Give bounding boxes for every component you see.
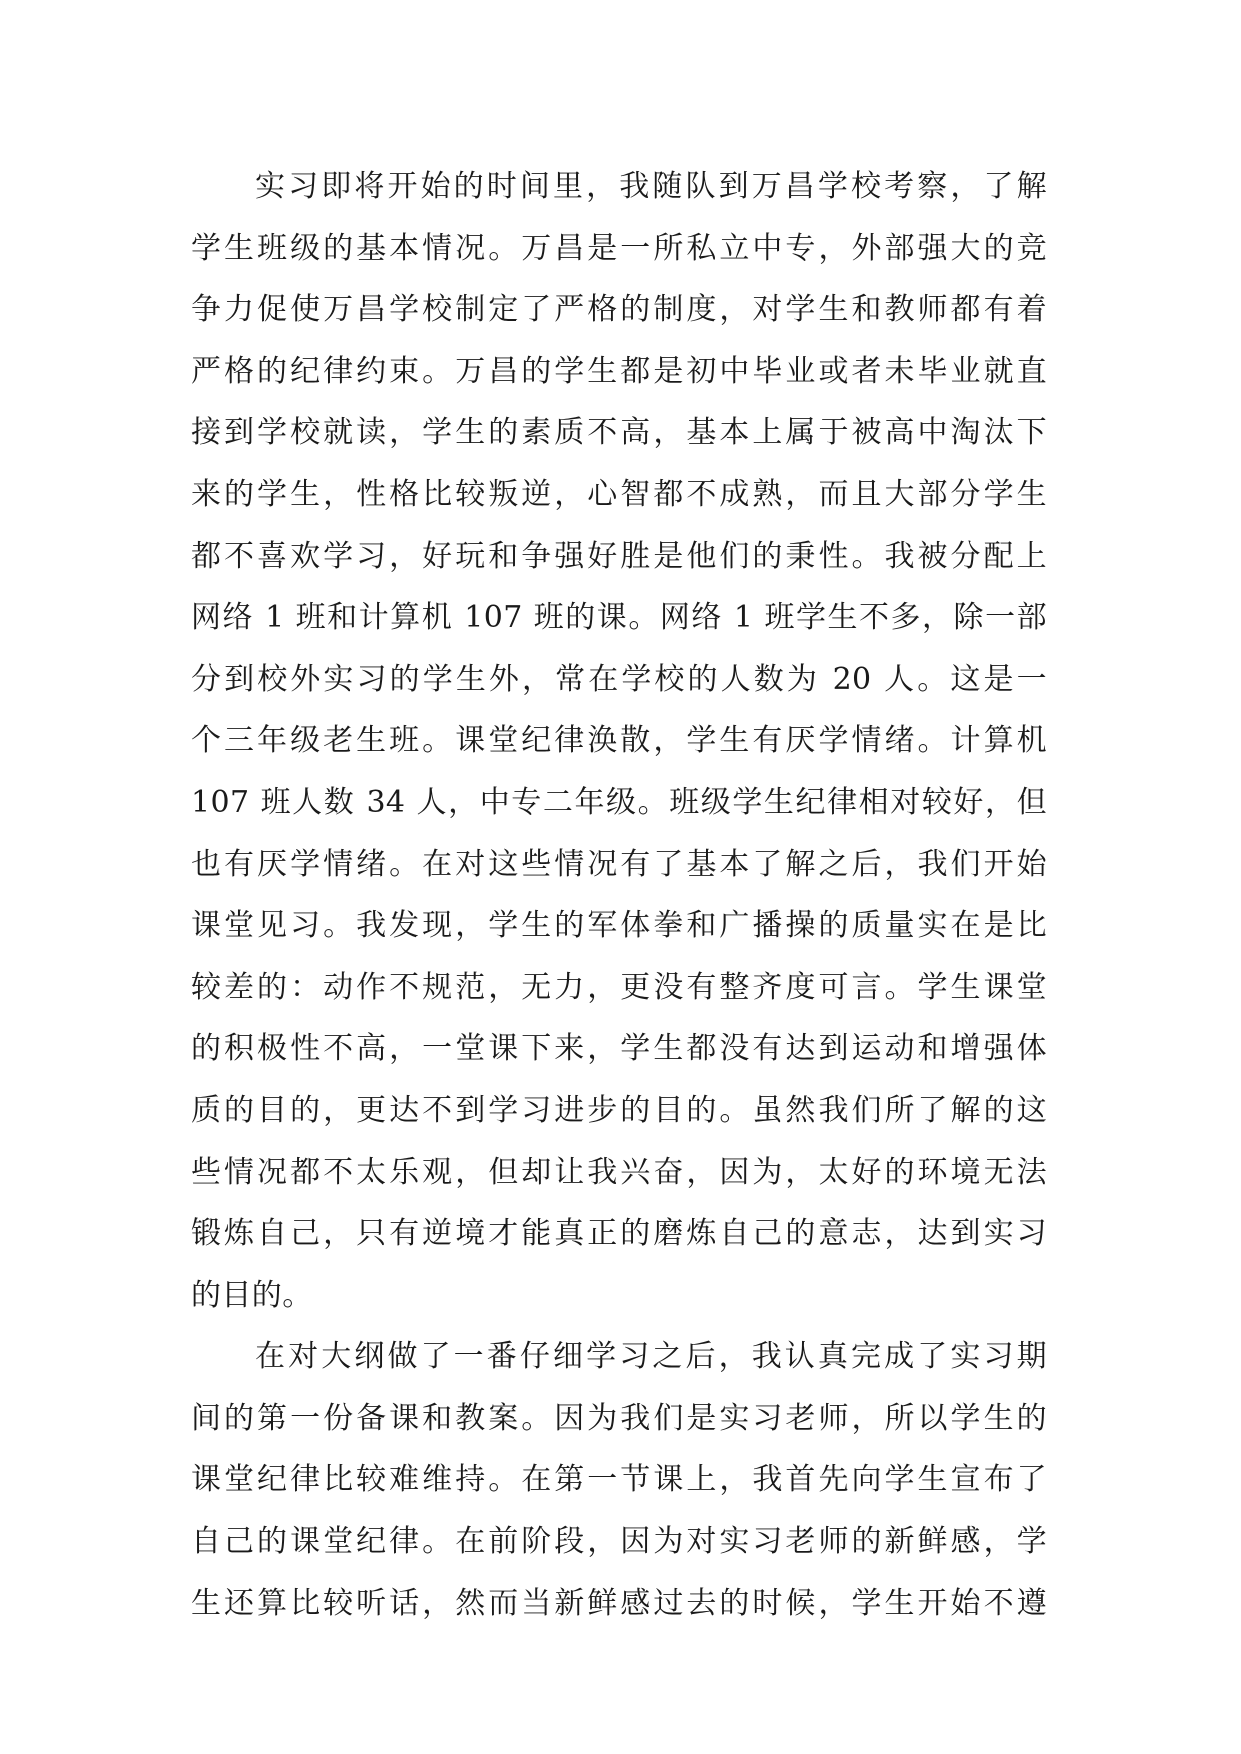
text-line: 接到学校就读，学生的素质不高，基本上属于被高中淘汰下 xyxy=(191,415,1047,451)
text-line: 都不喜欢学习，好玩和争强好胜是他们的秉性。我被分配上 xyxy=(191,538,1047,574)
text-line: 来的学生，性格比较叛逆，心智都不成熟，而且大部分学生 xyxy=(191,476,1047,512)
text-line: 质的目的，更达不到学习进步的目的。虽然我们所了解的这 xyxy=(191,1092,1047,1128)
text-line: 课堂纪律比较难维持。在第一节课上，我首先向学生宣布了 xyxy=(191,1462,1047,1498)
paragraph-1 xyxy=(191,156,1047,1326)
text-line: 的目的。 xyxy=(191,1277,313,1313)
text-line: 分到校外实习的学生外，常在学校的人数为 20 人。这是一 xyxy=(191,661,1047,697)
text-line: 些情况都不太乐观，但却让我兴奋，因为，太好的环境无法 xyxy=(191,1154,1047,1190)
body-text xyxy=(191,156,1047,1634)
text-line: 锻炼自己，只有逆境才能真正的磨炼自己的意志，达到实习 xyxy=(191,1216,1047,1252)
paragraph-2 xyxy=(191,1326,1047,1634)
text-line: 也有厌学情绪。在对这些情况有了基本了解之后，我们开始 xyxy=(191,846,1047,882)
text-line: 严格的纪律约束。万昌的学生都是初中毕业或者未毕业就直 xyxy=(191,353,1047,389)
text-line: 在对大纲做了一番仔细学习之后，我认真完成了实习期 xyxy=(255,1339,1047,1375)
text-line: 间的第一份备课和教案。因为我们是实习老师，所以学生的 xyxy=(191,1400,1047,1436)
text-line: 争力促使万昌学校制定了严格的制度，对学生和教师都有着 xyxy=(191,292,1047,328)
text-line: 生还算比较听话，然而当新鲜感过去的时候，学生开始不遵 xyxy=(191,1585,1047,1621)
text-line: 课堂见习。我发现，学生的军体拳和广播操的质量实在是比 xyxy=(191,908,1047,944)
text-line: 较差的：动作不规范，无力，更没有整齐度可言。学生课堂 xyxy=(191,969,1047,1005)
text-line: 自己的课堂纪律。在前阶段，因为对实习老师的新鲜感，学 xyxy=(191,1524,1047,1560)
text-line: 学生班级的基本情况。万昌是一所私立中专，外部强大的竞 xyxy=(191,230,1047,266)
text-line: 网络 1 班和计算机 107 班的课。网络 1 班学生不多，除一部 xyxy=(191,600,1047,636)
text-line: 个三年级老生班。课堂纪律涣散，学生有厌学情绪。计算机 xyxy=(191,723,1047,759)
text-line: 的积极性不高，一堂课下来，学生都没有达到运动和增强体 xyxy=(191,1031,1047,1067)
text-line: 实习即将开始的时间里，我随队到万昌学校考察，了解 xyxy=(255,169,1047,204)
text-line: 107 班人数 34 人，中专二年级。班级学生纪律相对较好，但 xyxy=(191,784,1047,820)
